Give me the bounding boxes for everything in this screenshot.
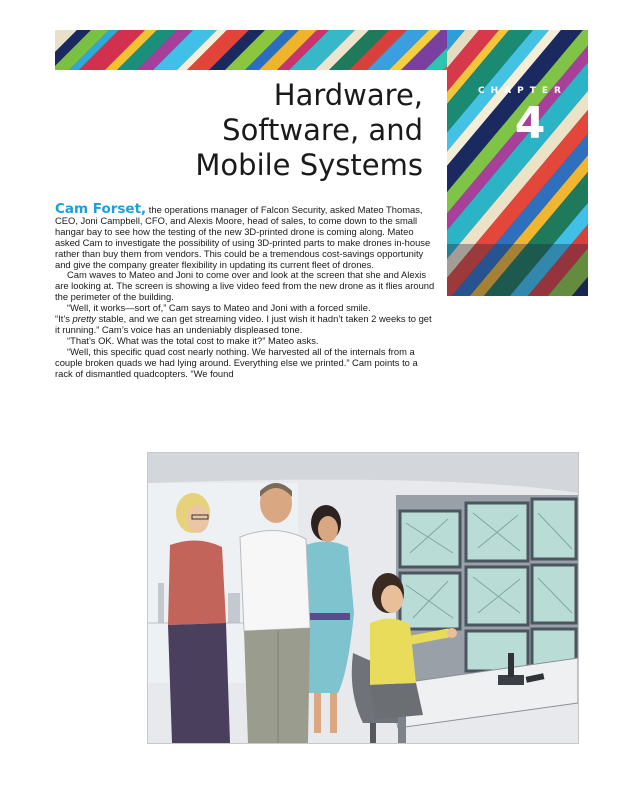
chapter-number: 4 [514,98,546,149]
paragraph-3: “Well, it works—sort of,” Cam says to Mateo and Joni with a forced smile. [67,302,371,314]
paragraph-5: “That’s OK. What was the total cost to make it?” Mateo asks. [67,334,319,346]
title-line-1: Hardware, [273,78,423,112]
chapter-opening-text [55,201,437,380]
paragraph-2: Cam waves to Mateo and Joni to come over and look at the screen that she and Alexis are looking at. The screen is showing a live video feed from the new drone as it flies around the perimeter of the building. [55,269,435,303]
chapter-illustration [147,452,579,744]
title-line-3: Mobile Systems [195,148,423,182]
paragraph-4: “It’s pretty stable, and we can get streaming video. I just wish it hadn’t taken 2 weeks to get it running.” Cam’s voice has an undeniably displeased tone. [55,313,432,335]
paragraph-1-text: the operations manager of Falcon Security, asked Mateo Thomas, CEO, Joni Campbell, CFO, and Alexis Moore, head of sales, to come down to the small hangar bay to see how the testing of the new 3D-printed drone is coming along. Mateo asked Cam to investigate the possibility of using 3D-printed parts to make drones in-house rather than buy them from vendors. This could be a tremendous cost-savings opportunity and give the company greater flexibility in updating its current fleet of drones. [55,204,431,270]
paragraph-1 [55,201,437,270]
chapter-label: CHAPTER [478,86,567,96]
chapter-title [140,78,423,183]
paragraph-6: “Well, this specific quad cost nearly nothing. We harvested all of the internals from a couple broken quads we had lying around. Everything else we printed.” Cam points to a rack of dismantled quadcopters. “We found [55,345,418,379]
chapter-banner-block [447,30,588,296]
emphasis-text: pretty [72,313,96,325]
title-line-2: Software, and [222,113,423,147]
lead-character-name: Cam Forset, [55,201,147,217]
